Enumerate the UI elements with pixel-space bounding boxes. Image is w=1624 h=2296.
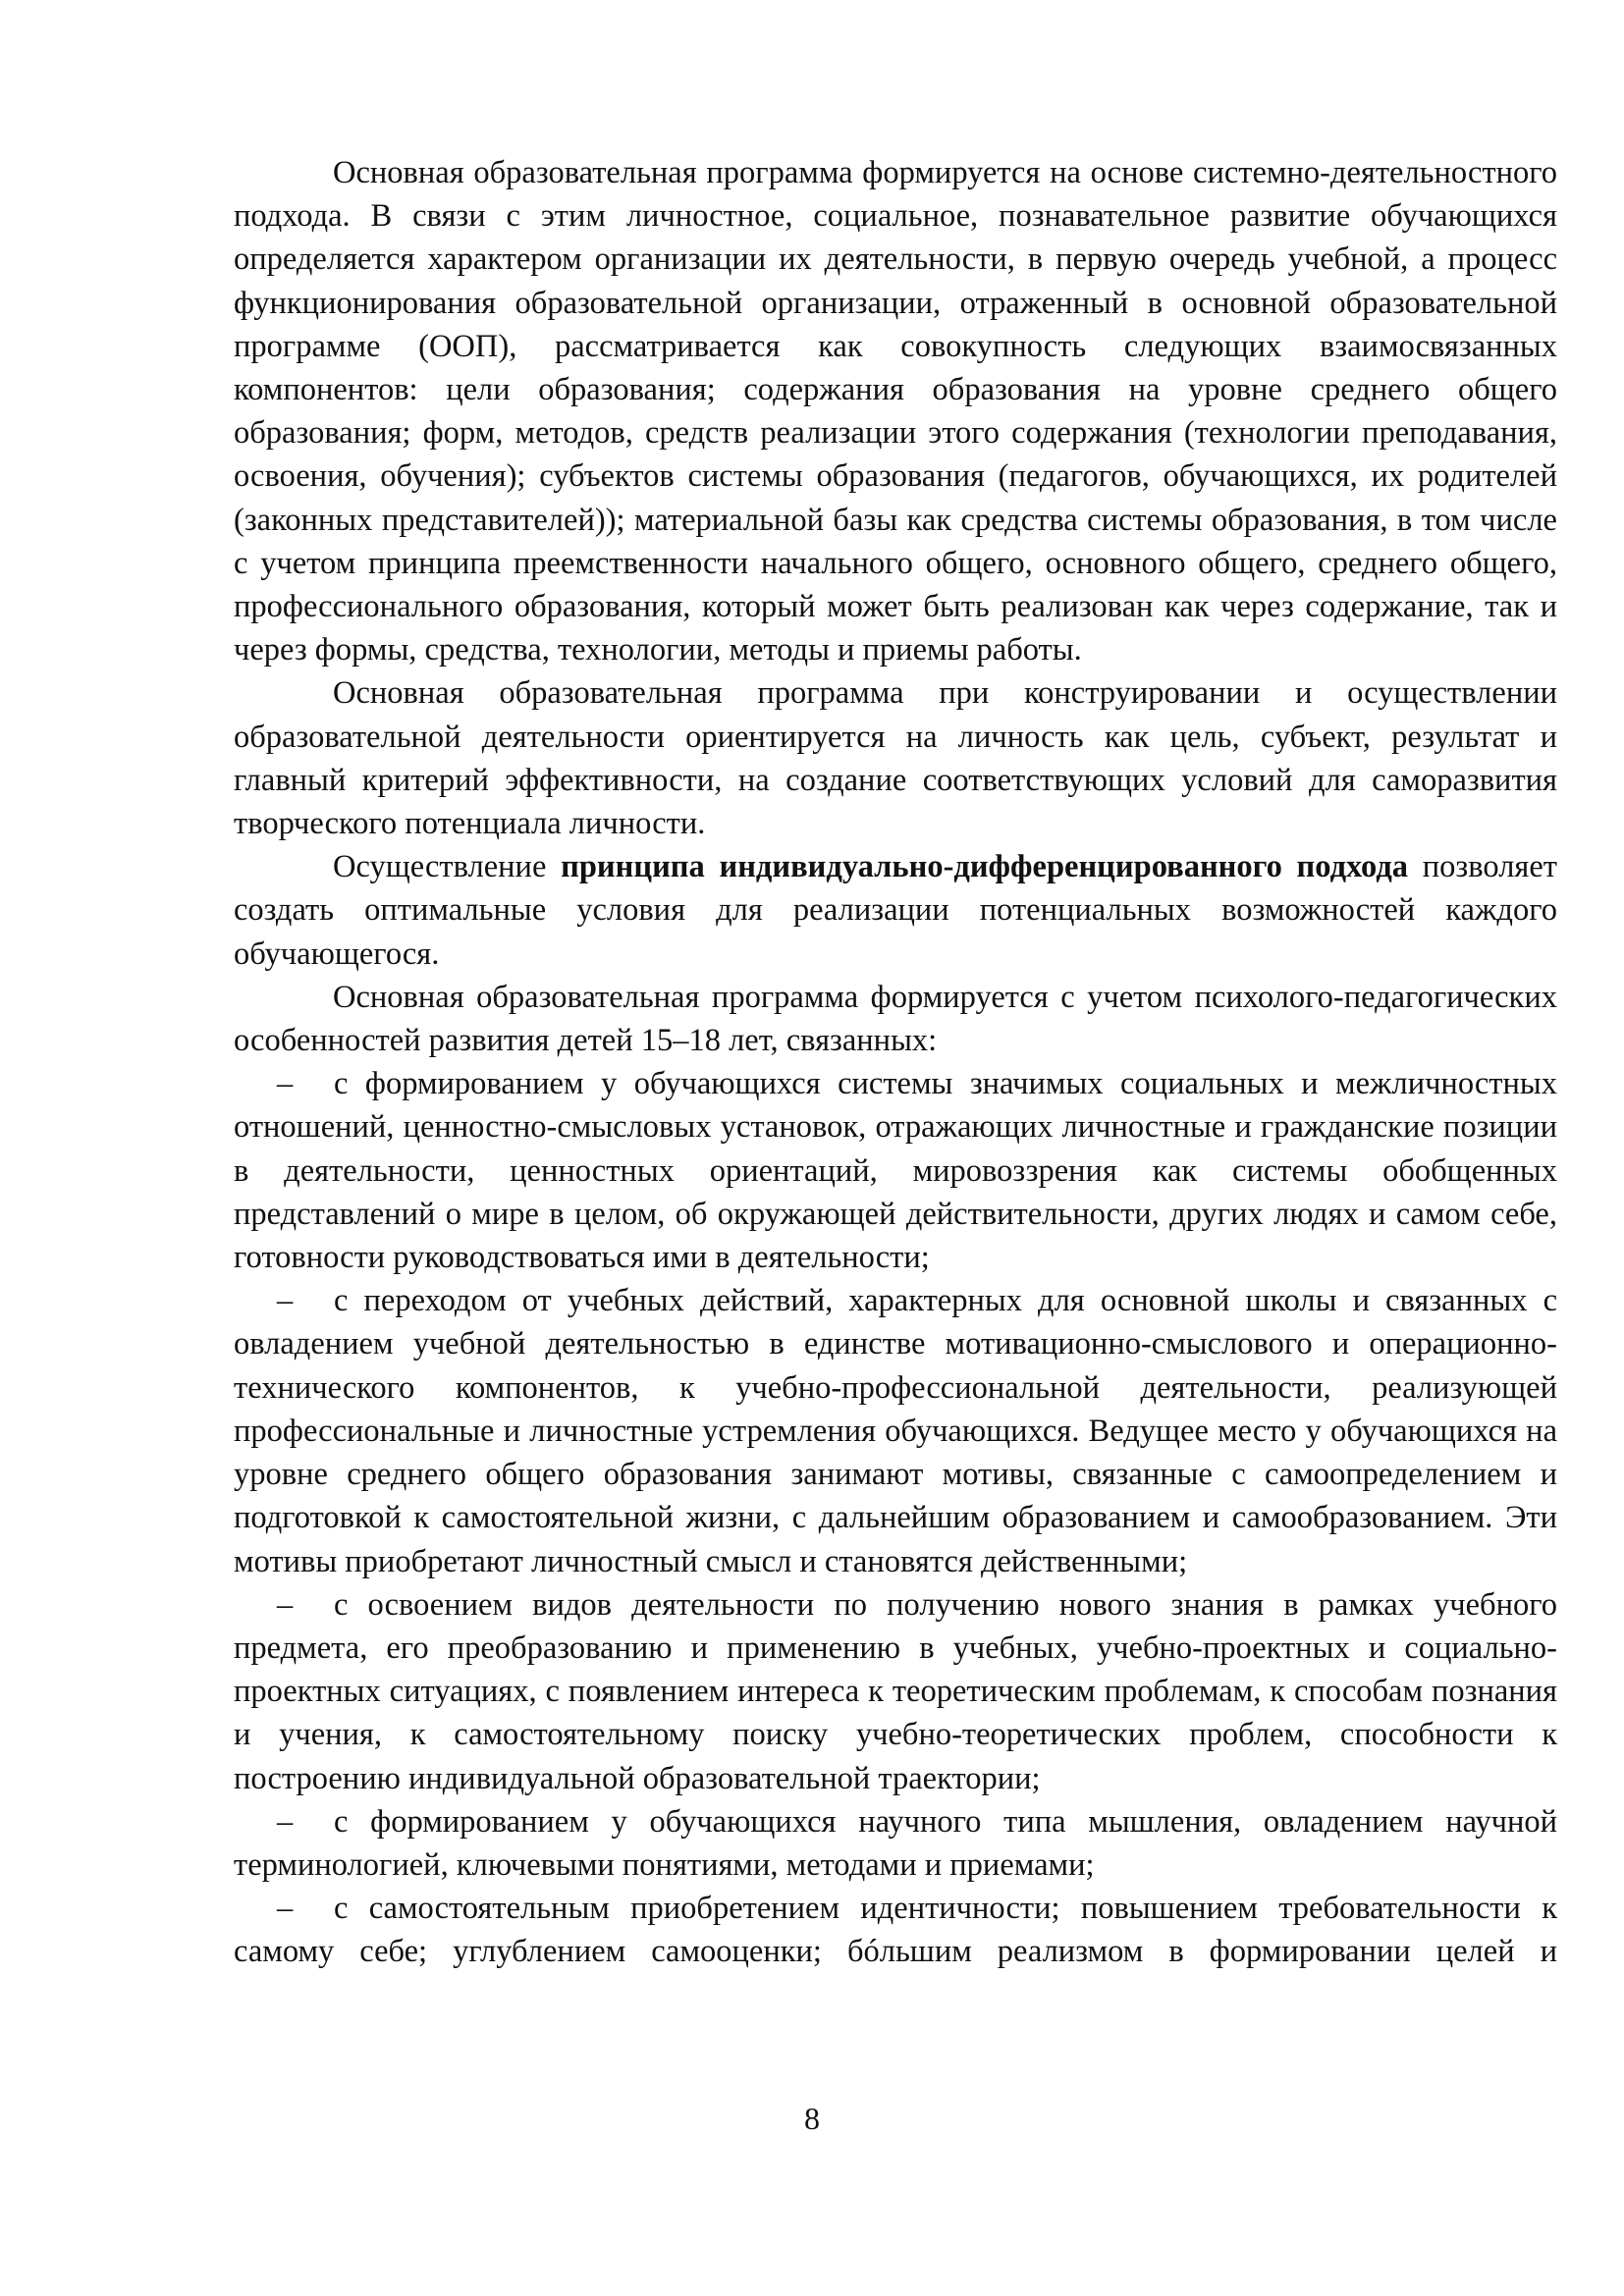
paragraph-differentiated-approach: [234, 845, 1557, 976]
paragraph-tail-text: позволяет создать оптимальные условия для реализации потенциальных возможностей каждого обучающегося.: [234, 849, 1557, 972]
dash-marker: –: [277, 1586, 294, 1623]
dash-marker: –: [277, 1891, 294, 1927]
page-number: 8: [804, 2101, 820, 2136]
list-item-text: с переходом от учебных действий, характерных для основной школы и связанных с овладением учебной деятельностью в единстве мотивационно-смыслового и операционно-технического компонентов, к учебно-профессиональной деятельности, реализующей профессиональные и личностные устремления обучающихся. Ведущее место у обучающихся на уровне среднего общего образования занимают мотивы, связанные с самоопределением и подготовкой к самостоятельной жизни, с дальнейшим образованием и самообразованием. Эти мотивы приобретают личностный смысл и становятся действенными;: [234, 1283, 1557, 1579]
list-item-text: с формированием у обучающихся научного типа мышления, овладением научной терминологией, ключевыми понятиями, методами и приемами;: [234, 1803, 1557, 1883]
paragraph-lead-text: Осуществление: [333, 849, 562, 885]
list-item: [234, 1800, 1557, 1887]
bold-principle-text: принципа индивидуально-дифференцированного подхода: [561, 849, 1409, 885]
list-item-text: с самостоятельным приобретением идентичности; повышением требовательности к самому себе; углублением самооценки; бóльшим реализмом в формировании целей и: [234, 1891, 1557, 1970]
list-item-text: с освоением видов деятельности по получению нового знания в рамках учебного предмета, его преобразованию и применению в учебных, учебно-проектных и социально-проектных ситуациях, с появлением интереса к теоретическим проблемам, к способам познания и учения, к самостоятельному поиску учебно-теоретических проблем, способности к построению индивидуальной образовательной траектории;: [234, 1586, 1557, 1796]
list-item: [234, 1062, 1557, 1279]
paragraph-ooп-components: Основная образовательная программа формируется на основе системно-деятельностного подхода. В связи с этим личностное, социальное, познавательное развитие обучающихся определяется характером организации их деятельности, в первую очередь учебной, а процесс функционирования образовательной организации, отраженный в основной образовательной программе (ООП), рассматривается как совокупность следующих взаимосвязанных компонентов: цели образования; содержания образования на уровне среднего общего образования; форм, методов, средств реализации этого содержания (технологии преподавания, освоения, обучения); субъектов системы образования (педагогов, обучающихся, их родителей (законных представителей)); материальной базы как средства системы образования, в том числе с учетом принципа преемственности начального общего, основного общего, среднего общего, профессионального образования, который может быть реализован как через содержание, так и через формы, средства, технологии, методы и приемы работы.: [234, 155, 1557, 668]
dash-marker: –: [277, 1066, 294, 1102]
dash-marker: –: [277, 1283, 294, 1319]
dash-marker: –: [277, 1803, 294, 1840]
paragraph-age-features-intro: Основная образовательная программа формируется с учетом психолого-педагогических особенностей развития детей 15–18 лет, связанных:: [234, 979, 1557, 1059]
page-body: [234, 151, 1557, 1974]
list-item: [234, 1583, 1557, 1800]
list-item: [234, 1279, 1557, 1582]
list-item-text: с формированием у обучающихся системы значимых социальных и межличностных отношений, ценностно-смысловых установок, отражающих личностные и гражданские позиции в деятельности, ценностных ориентаций, мировоззрения как системы обобщенных представлений о мире в целом, об окружающей действительности, других людях и самом себе, готовности руководствоваться ими в деятельности;: [234, 1066, 1557, 1276]
list-item: [234, 1887, 1557, 1973]
paragraph-personality-orientation: Основная образовательная программа при конструировании и осуществлении образовательной деятельности ориентируется на личность как цель, субъект, результат и главный критерий эффективности, на создание соответствующих условий для саморазвития творческого потенциала личности.: [234, 675, 1557, 842]
